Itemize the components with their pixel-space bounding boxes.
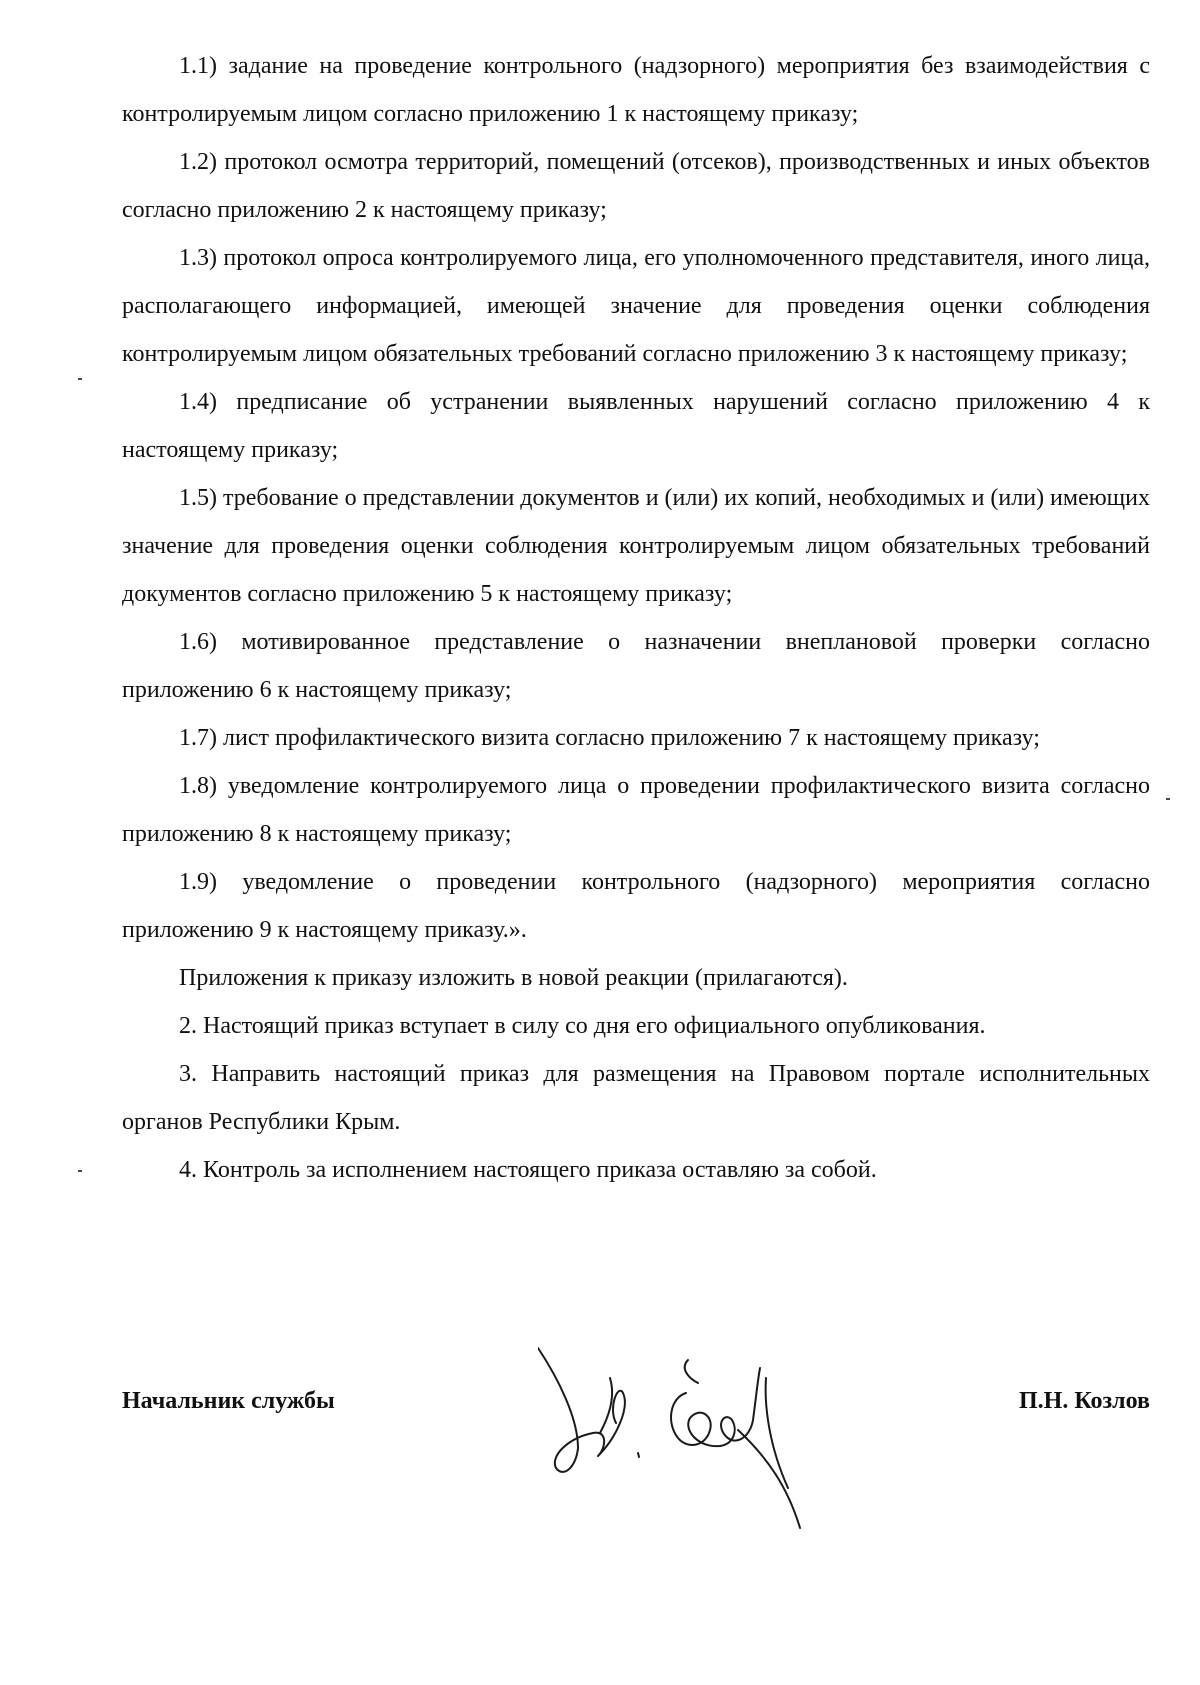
document-body: [122, 42, 1150, 1194]
paragraph-1-9: 1.9) уведомление о проведении контрольного (надзорного) мероприятия согласно приложению 9 к настоящему приказу.».: [122, 869, 1150, 943]
paragraph-1-1: 1.1) задание на проведение контрольного (надзорного) мероприятия без взаимодействия с контролируемым лицом согласно приложению 1 к настоящему приказу;: [122, 53, 1150, 127]
paragraph-1-6: 1.6) мотивированное представление о назначении внеплановой проверки согласно приложению 6 к настоящему приказу;: [122, 629, 1150, 703]
paragraph-1-4: 1.4) предписание об устранении выявленных нарушений согласно приложению 4 к настоящему приказу;: [122, 389, 1150, 463]
paragraph-appendices: Приложения к приказу изложить в новой реакции (прилагаются).: [179, 965, 848, 991]
scan-mark-2: [78, 1170, 82, 1172]
scan-mark-3: [1166, 798, 1170, 800]
paragraph-1-5: 1.5) требование о представлении документов и (или) их копий, необходимых и (или) имеющих значение для проведения оценки соблюдения контролируемым лицом обязательных требований документов согласно приложению 5 к настоящему приказу;: [122, 485, 1150, 607]
paragraph-1-7: 1.7) лист профилактического визита согласно приложению 7 к настоящему приказу;: [179, 725, 1040, 751]
handwritten-signature: [538, 1338, 868, 1538]
signatory-role: Начальник службы: [122, 1388, 335, 1414]
paragraph-1-2: 1.2) протокол осмотра территорий, помещений (отсеков), производственных и иных объектов согласно приложению 2 к настоящему приказу;: [122, 149, 1150, 223]
signatory-name: П.Н. Козлов: [1018, 1388, 1150, 1414]
scan-mark-1: [78, 378, 82, 380]
paragraph-3: 3. Направить настоящий приказ для размещения на Правовом портале исполнительных органов Республики Крым.: [122, 1061, 1150, 1135]
paragraph-1-3: 1.3) протокол опроса контролируемого лица, его уполномоченного представителя, иного лица, располагающего информацией, имеющей значение для проведения оценки соблюдения контролируемым лицом обязательных требований согласно приложению 3 к настоящему приказу;: [122, 245, 1150, 367]
paragraph-4: 4. Контроль за исполнением настоящего приказа оставляю за собой.: [179, 1157, 877, 1183]
paragraph-1-8: 1.8) уведомление контролируемого лица о проведении профилактического визита согласно приложению 8 к настоящему приказу;: [122, 773, 1150, 847]
paragraph-2: 2. Настоящий приказ вступает в силу со дня его официального опубликования.: [179, 1013, 986, 1039]
